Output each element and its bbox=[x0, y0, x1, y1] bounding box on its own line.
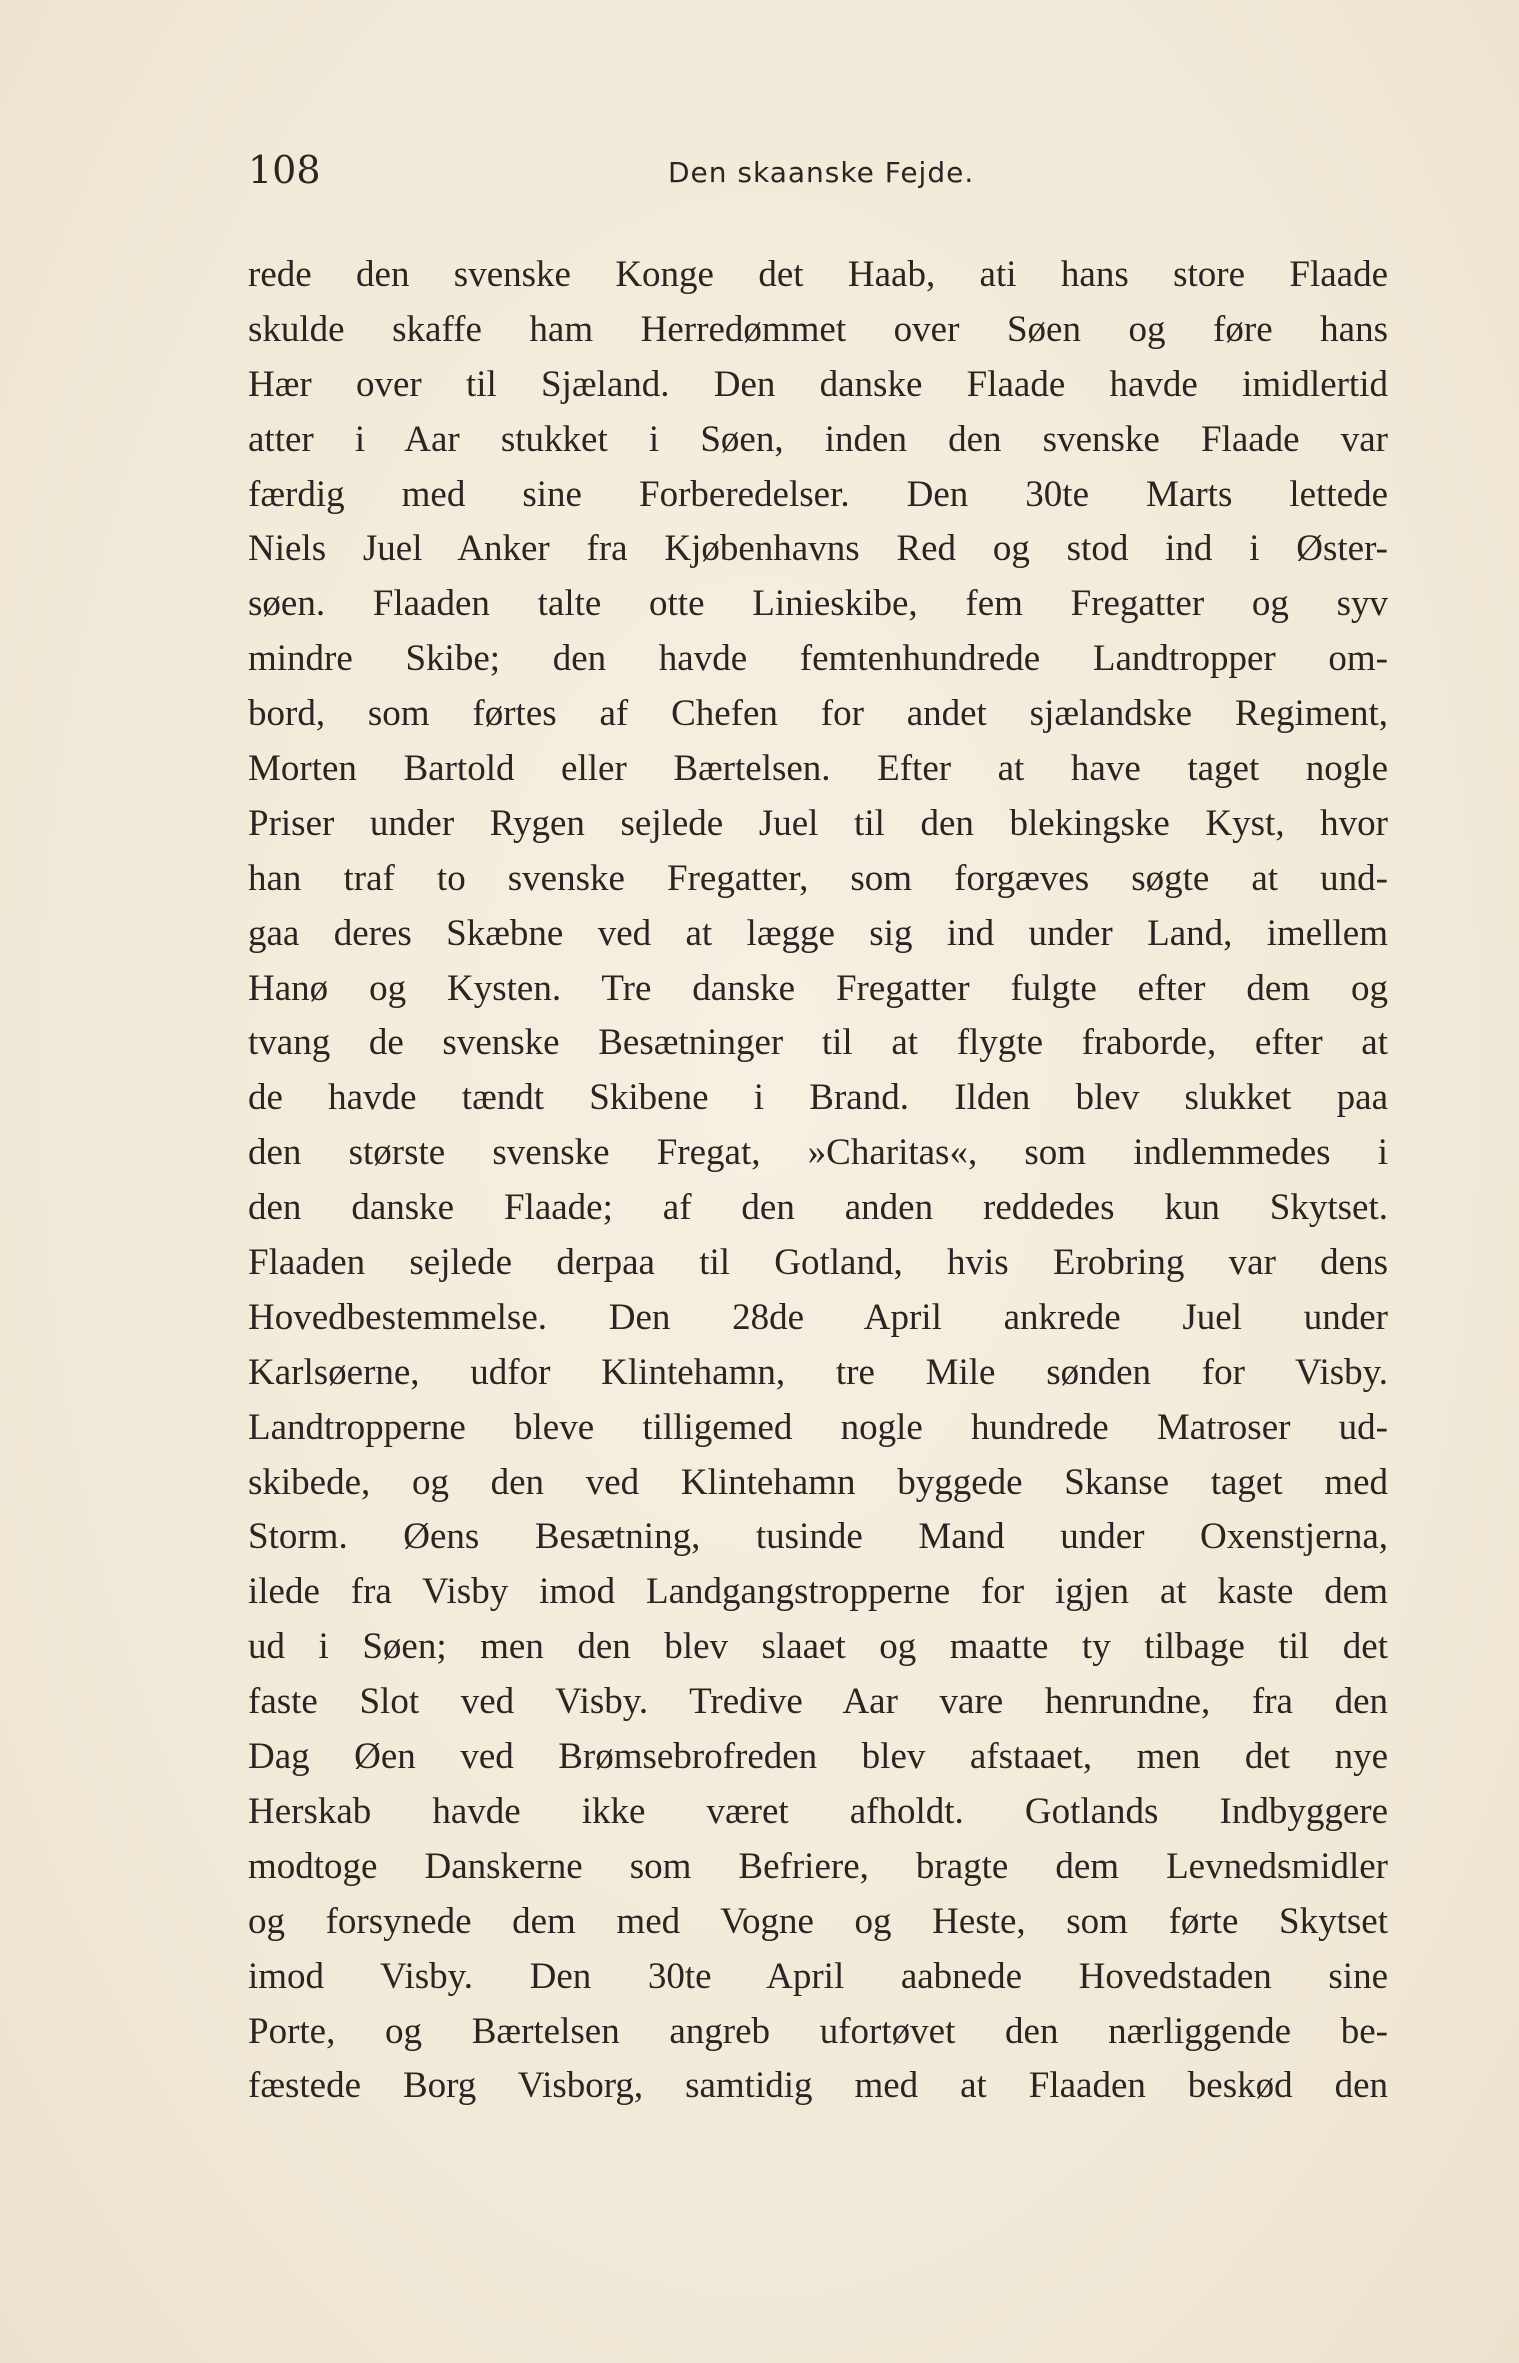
text-line: Hovedbestemmelse. Den 28de April ankrede Juel under bbox=[248, 1296, 1388, 1338]
text-line: og forsynede dem med Vogne og Heste, som førte Skytset bbox=[248, 1900, 1388, 1942]
body-text bbox=[248, 248, 1388, 2114]
text-line: søen. Flaaden talte otte Linieskibe, fem Fregatter og syv bbox=[248, 583, 1388, 625]
text-line: Landtropperne bleve tilligemed nogle hundrede Matroser ud- bbox=[248, 1406, 1388, 1448]
text-line: fæstede Borg Visborg, samtidig med at Flaaden beskød den bbox=[248, 2065, 1388, 2107]
running-title: Den skaanske Fejde. bbox=[668, 156, 975, 189]
text-line: Niels Juel Anker fra Kjøbenhavns Red og stod ind i Øster- bbox=[248, 528, 1388, 570]
text-line: den danske Flaade; af den anden reddedes kun Skytset. bbox=[248, 1187, 1388, 1229]
text-line: ilede fra Visby imod Landgangstropperne for igjen at kaste dem bbox=[248, 1571, 1388, 1613]
text-line: de havde tændt Skibene i Brand. Ilden blev slukket paa bbox=[248, 1077, 1388, 1119]
text-line: den største svenske Fregat, »Charitas«, som indlemmedes i bbox=[248, 1132, 1388, 1174]
text-line: tvang de svenske Besætninger til at flygte fraborde, efter at bbox=[248, 1022, 1388, 1064]
text-line: atter i Aar stukket i Søen, inden den svenske Flaade var bbox=[248, 418, 1388, 460]
text-line: Hanø og Kysten. Tre danske Fregatter fulgte efter dem og bbox=[248, 967, 1388, 1009]
text-line: Herskab havde ikke været afholdt. Gotlands Indbyggere bbox=[248, 1790, 1388, 1832]
text-line: færdig med sine Forberedelser. Den 30te Marts lettede bbox=[248, 473, 1388, 515]
text-line: Priser under Rygen sejlede Juel til den blekingske Kyst, hvor bbox=[248, 802, 1388, 844]
text-line: rede den svenske Konge det Haab, ati hans store Flaade bbox=[248, 254, 1388, 295]
text-line: imod Visby. Den 30te April aabnede Hovedstaden sine bbox=[248, 1955, 1388, 1997]
text-line: skibede, og den ved Klintehamn byggede Skanse taget med bbox=[248, 1461, 1388, 1503]
text-line: Storm. Øens Besætning, tusinde Mand under Oxenstjerna, bbox=[248, 1516, 1388, 1558]
text-line: mindre Skibe; den havde femtenhundrede Landtropper om- bbox=[248, 638, 1388, 680]
text-line: Karlsøerne, udfor Klintehamn, tre Mile sønden for Visby. bbox=[248, 1351, 1388, 1393]
text-line: Porte, og Bærtelsen angreb ufortøvet den nærliggende be- bbox=[248, 2010, 1388, 2052]
text-line: Morten Bartold eller Bærtelsen. Efter at have taget nogle bbox=[248, 748, 1388, 790]
text-line: Hær over til Sjæland. Den danske Flaade havde imidlertid bbox=[248, 363, 1388, 405]
text-line: Flaaden sejlede derpaa til Gotland, hvis Erobring var dens bbox=[248, 1242, 1388, 1284]
running-head bbox=[248, 148, 1388, 208]
text-line: modtoge Danskerne som Befriere, bragte dem Levnedsmidler bbox=[248, 1845, 1388, 1887]
text-line: gaa deres Skæbne ved at lægge sig ind under Land, imellem bbox=[248, 912, 1388, 954]
text-line: faste Slot ved Visby. Tredive Aar vare henrundne, fra den bbox=[248, 1681, 1388, 1723]
text-line: skulde skaffe ham Herredømmet over Søen og føre hans bbox=[248, 308, 1388, 350]
text-line: Dag Øen ved Brømsebrofreden blev afstaaet, men det nye bbox=[248, 1736, 1388, 1778]
text-line: bord, som førtes af Chefen for andet sjælandske Regiment, bbox=[248, 693, 1388, 735]
page-number: 108 bbox=[248, 148, 321, 192]
text-line: han traf to svenske Fregatter, som forgæves søgte at und- bbox=[248, 857, 1388, 899]
text-line: ud i Søen; men den blev slaaet og maatte ty tilbage til det bbox=[248, 1626, 1388, 1668]
